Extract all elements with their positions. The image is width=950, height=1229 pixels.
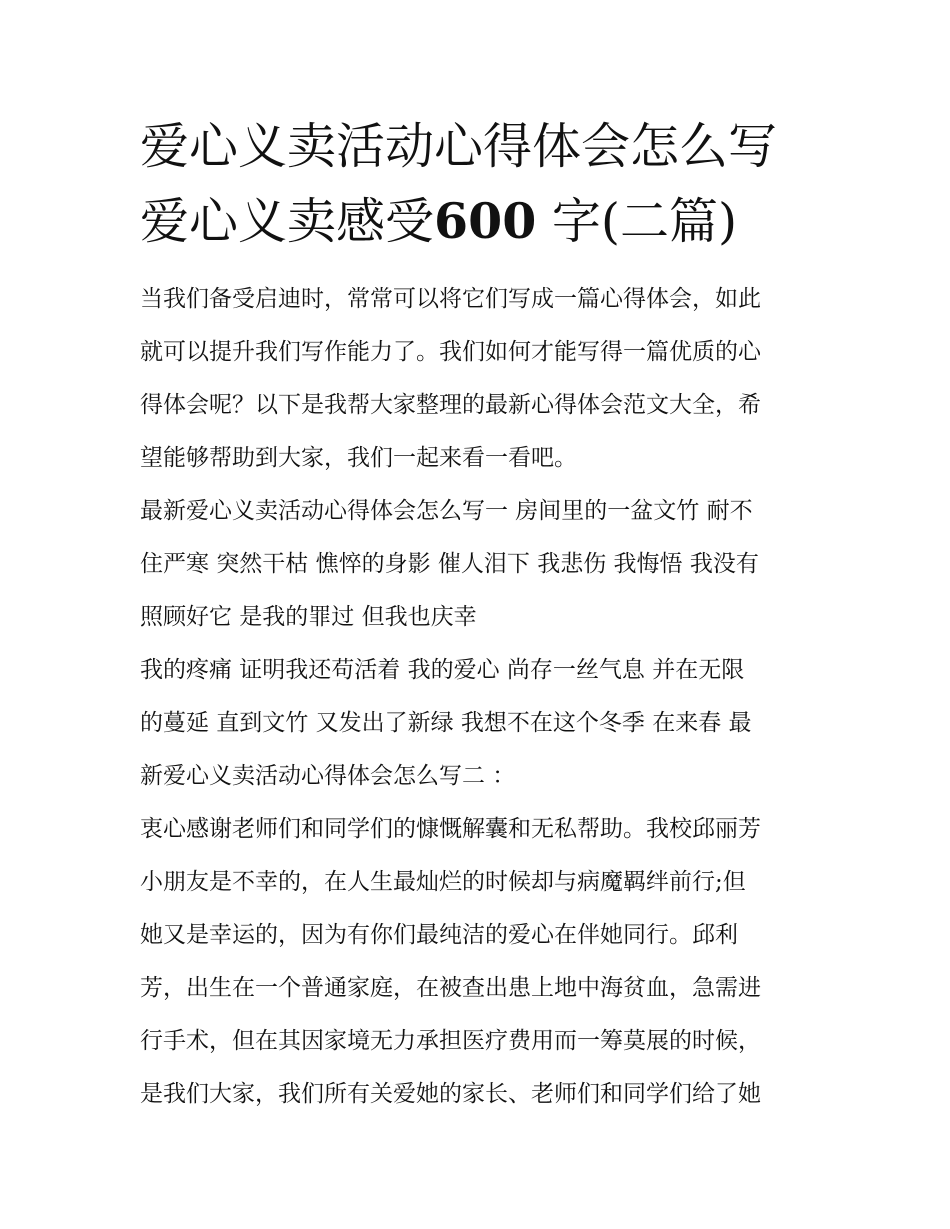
- body-line: 得体会呢？以下是我帮大家整理的最新心得体会范文大全，希: [140, 392, 761, 418]
- body-line: 她又是幸运的，因为有你们最纯洁的爱心在伴她同行。邱利: [140, 922, 738, 948]
- body-line: 当我们备受启迪时，常常可以将它们写成一篇心得体会，如此: [140, 286, 761, 312]
- body-line: 新爱心义卖活动心得体会怎么写二 ：: [140, 763, 516, 789]
- body-line: 衷心感谢老师们和同学们的慷慨解囊和无私帮助。我校邱丽芳: [140, 816, 761, 842]
- body-line: 芳，出生在一个普通家庭，在被查出患上地中海贫血，急需进: [140, 975, 761, 1001]
- body-line: 小朋友是不幸的，在人生最灿烂的时候却与病魔羁绊前行;但: [140, 869, 746, 895]
- title-number: 600: [434, 192, 537, 250]
- body-line: 最新爱心义卖活动心得体会怎么写一 房间里的一盆文竹 耐不: [140, 498, 753, 524]
- body-line: 的蔓延 直到文竹 又发出了新绿 我想不在这个冬季 在来春 最: [140, 710, 752, 736]
- body-line: 望能够帮助到大家，我们一起来看一看吧。: [140, 445, 577, 471]
- body-line: 是我们大家，我们所有关爱她的家长、老师们和同学们给了她: [140, 1081, 761, 1107]
- body-line: 我的疼痛 证明我还苟活着 我的爱心 尚存一丝气息 并在无限: [140, 657, 745, 683]
- body-line: 行手术，但在其因家境无力承担医疗费用而一筹莫展的时候，: [140, 1028, 761, 1054]
- title-line-1: 爱心义卖活动心得体会怎么写: [140, 118, 778, 175]
- document-body: [140, 273, 820, 1121]
- document-title: [140, 110, 840, 259]
- body-line: 就可以提升我们写作能力了。我们如何才能写得一篇优质的心: [140, 339, 761, 365]
- body-line: 照顾好它 是我的罪过 但我也庆幸: [140, 604, 477, 630]
- title-line-2: 爱心义卖感受600 字(二篇): [140, 192, 738, 250]
- body-line: 住严寒 突然干枯 憔悴的身影 催人泪下 我悲伤 我悔悟 我没有: [140, 551, 759, 577]
